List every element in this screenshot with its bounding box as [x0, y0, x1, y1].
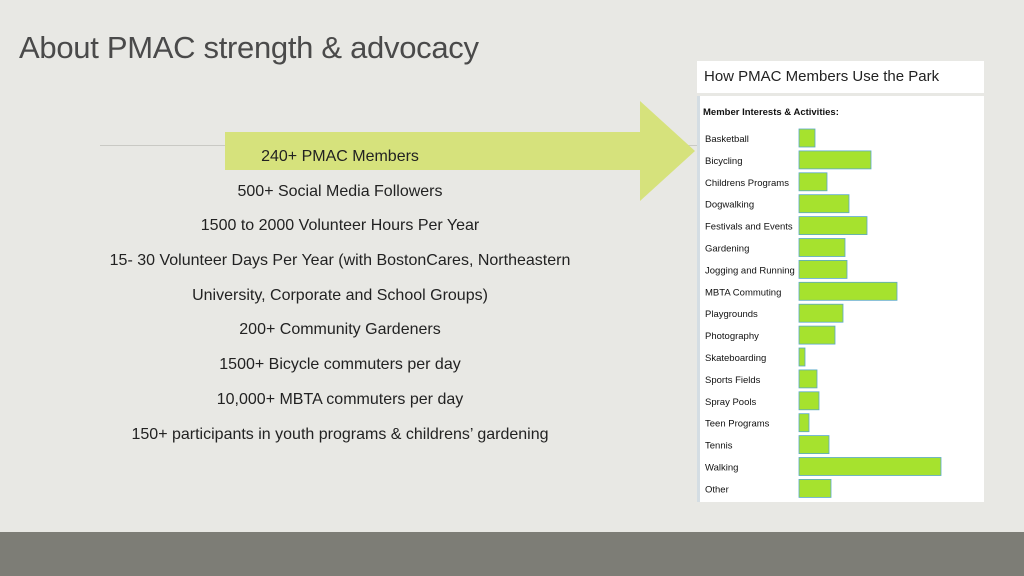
bar-spray-pools	[799, 392, 819, 410]
footer-band	[0, 532, 1024, 576]
stat-volunteer-days-cont: University, Corporate and School Groups)	[192, 286, 488, 304]
category-label: Festivals and Events	[705, 221, 793, 233]
bar-dogwalking	[799, 195, 849, 213]
bar-teen-programs	[799, 414, 809, 432]
category-label: Childrens Programs	[705, 177, 789, 189]
stat-mbta-commuters: 10,000+ MBTA commuters per day	[216, 390, 464, 408]
stat-members: 240+ PMAC Members	[261, 148, 419, 165]
stat-youth-programs: 150+ participants in youth programs & childrens’ gardening	[131, 425, 549, 443]
stat-social-followers: 500+ Social Media Followers	[237, 182, 443, 200]
bar-basketball	[799, 129, 815, 147]
chart-panel	[697, 96, 984, 502]
category-label: MBTA Commuting	[705, 287, 782, 299]
category-label: Photography	[705, 331, 759, 343]
category-label: Other	[705, 484, 729, 496]
bar-other	[799, 479, 831, 497]
stats-list	[40, 140, 640, 452]
category-label: Bicycling	[705, 155, 743, 167]
bar-photography	[799, 326, 835, 344]
bar-mbta-commuting	[799, 282, 897, 300]
bar-childrens-programs	[799, 173, 827, 191]
chart-caption: How PMAC Members Use the Park	[697, 61, 984, 93]
bar-sports-fields	[799, 370, 817, 388]
category-label: Sports Fields	[705, 374, 761, 386]
bar-tennis	[799, 436, 829, 454]
category-label: Skateboarding	[705, 353, 767, 364]
category-label: Basketball	[705, 134, 749, 145]
bar-walking	[799, 458, 941, 476]
bar-playgrounds	[799, 304, 843, 322]
stat-gardeners: 200+ Community Gardeners	[239, 321, 441, 339]
bar-bicycling	[799, 151, 871, 169]
bar-chart	[700, 96, 984, 502]
category-label: Jogging and Running	[705, 265, 795, 277]
bar-festivals-and-events	[799, 217, 867, 235]
category-label: Walking	[705, 462, 739, 474]
bar-skateboarding	[799, 348, 805, 366]
category-label: Spray Pools	[705, 396, 757, 408]
slide-title: About PMAC strength & advocacy	[19, 30, 479, 65]
category-label: Tennis	[705, 440, 733, 452]
chart-title: Member Interests & Activities:	[703, 107, 839, 118]
stat-volunteer-days: 15- 30 Volunteer Days Per Year (with BostonCares, Northeastern	[109, 252, 571, 270]
category-label: Playgrounds	[705, 309, 758, 321]
bar-jogging-and-running	[799, 260, 847, 278]
category-label: Gardening	[705, 243, 750, 255]
stat-volunteer-hours: 1500 to 2000 Volunteer Hours Per Year	[200, 217, 480, 235]
category-label: Teen Programs	[705, 418, 770, 430]
bar-gardening	[799, 239, 845, 257]
category-label: Dogwalking	[705, 199, 755, 211]
stat-bicycle-commuters: 1500+ Bicycle commuters per day	[219, 356, 461, 374]
